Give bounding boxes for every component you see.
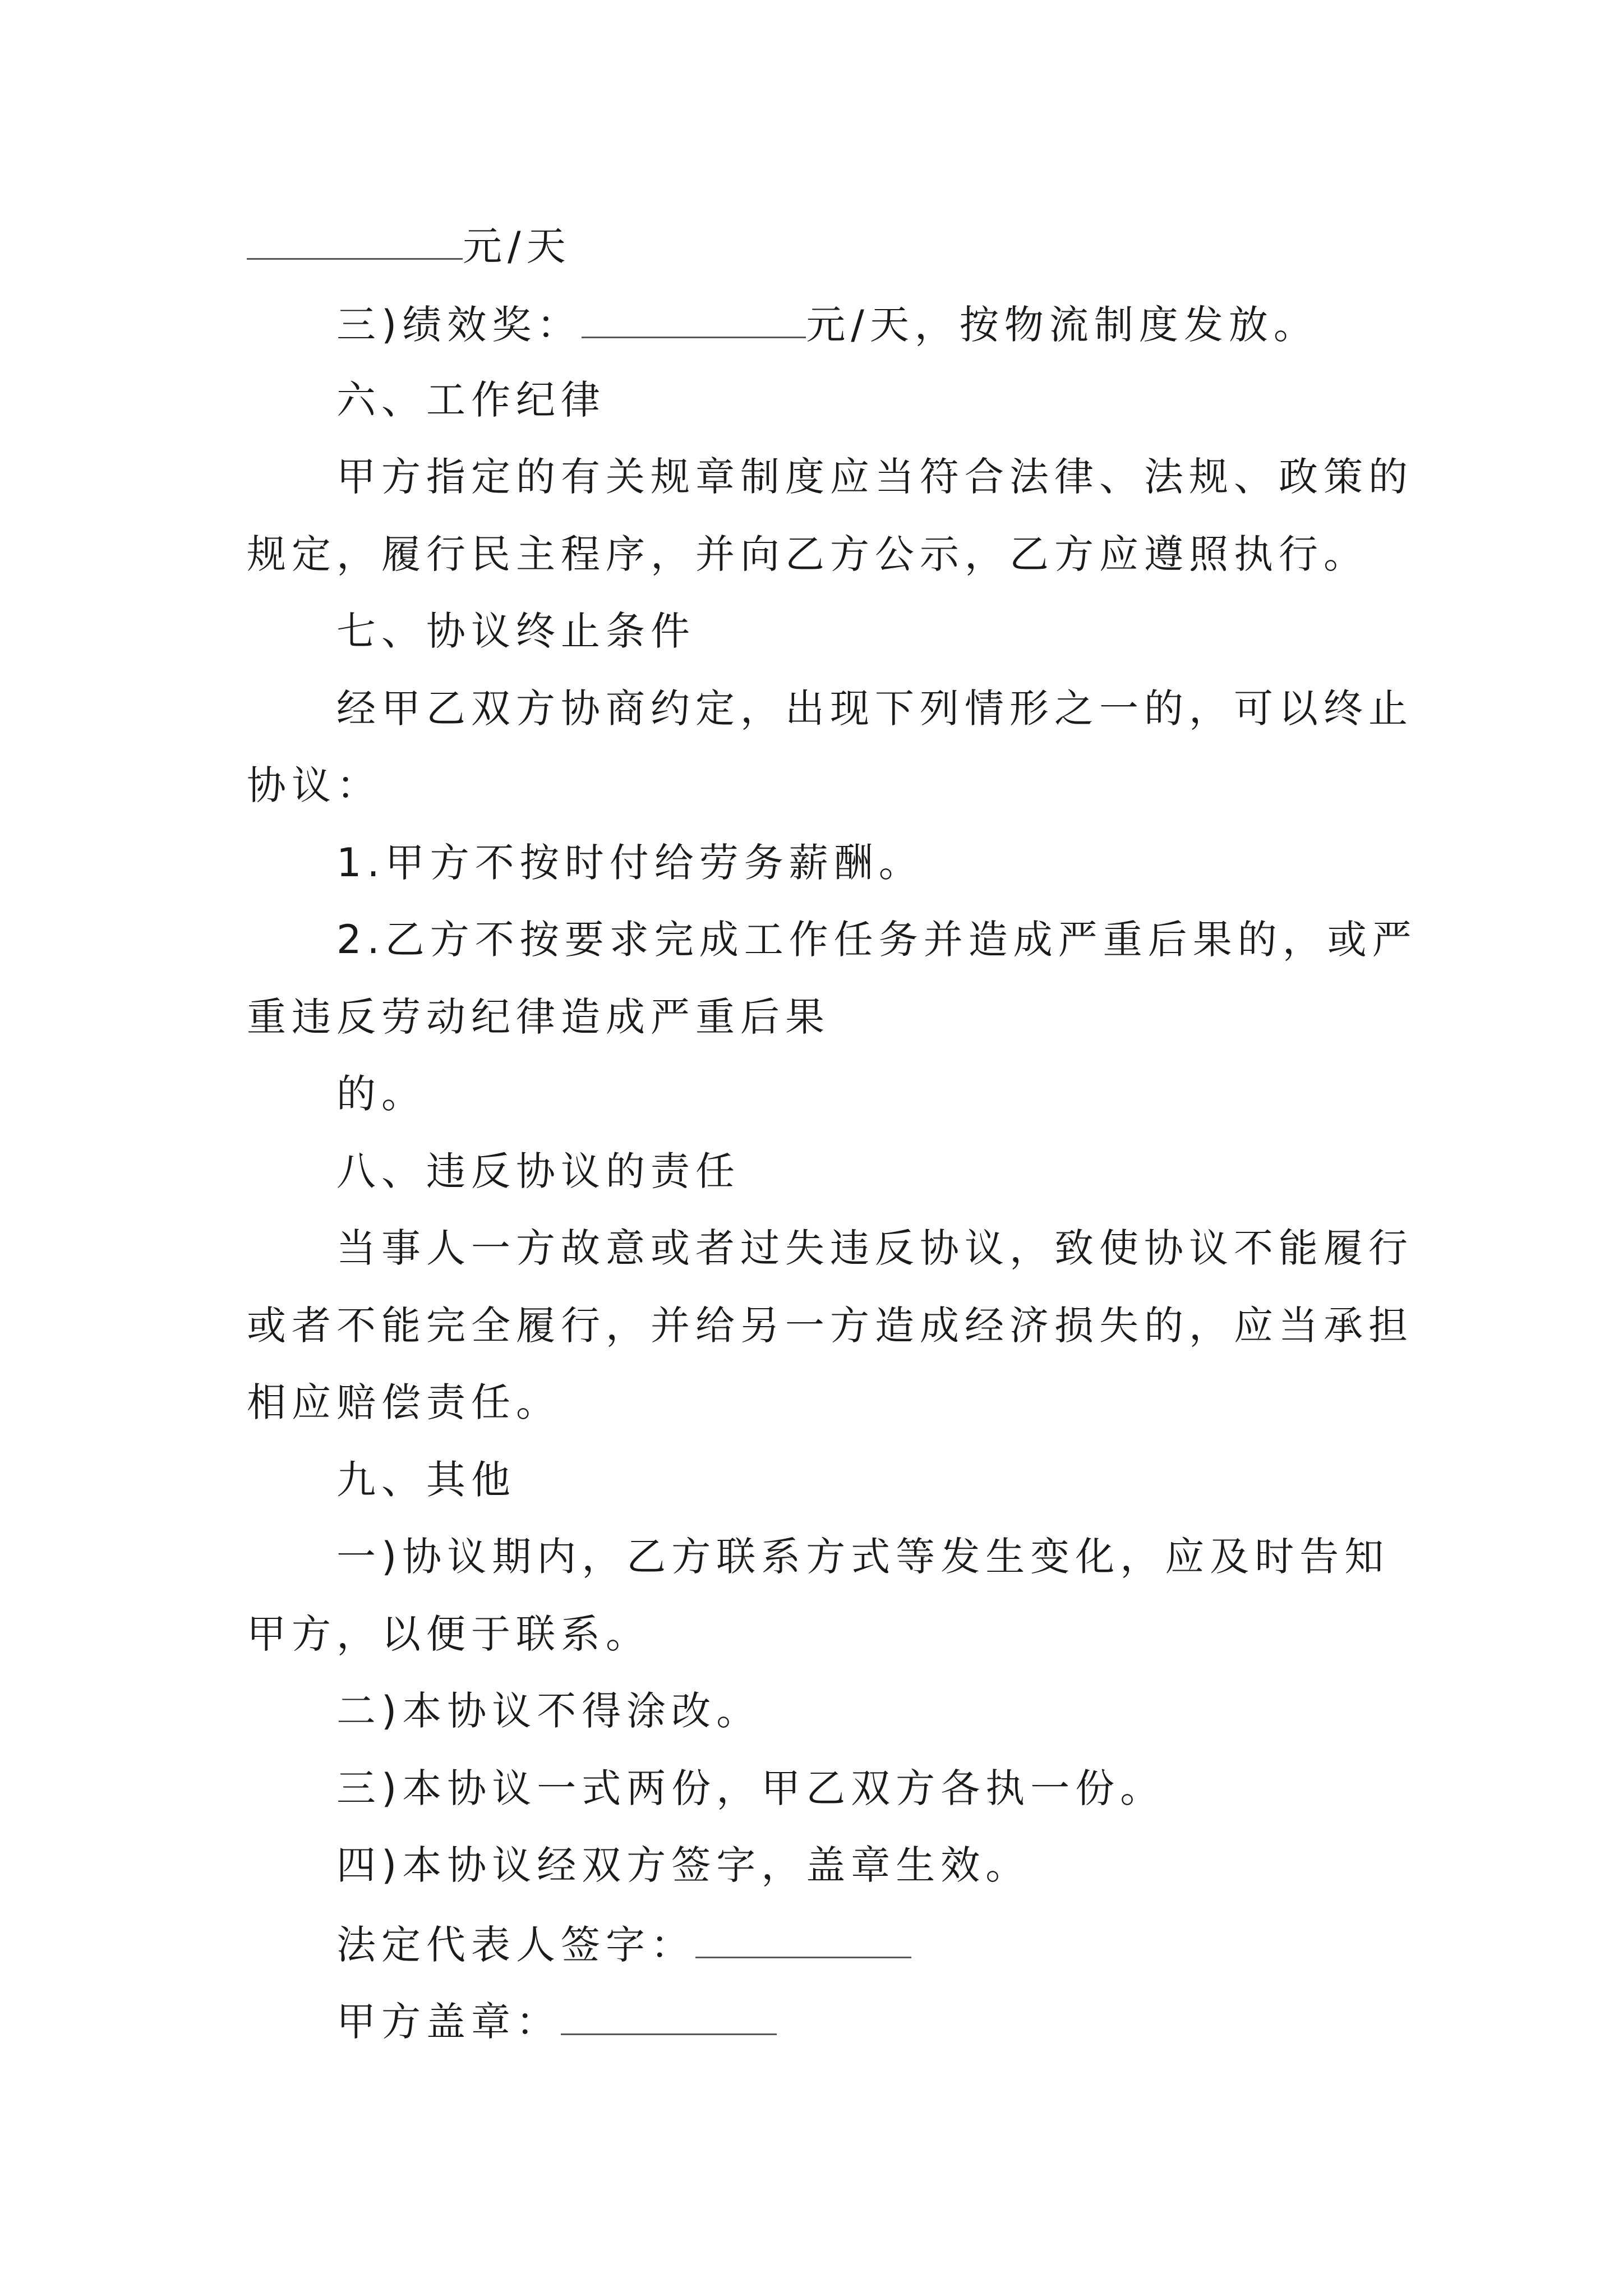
list-item: 2.乙方不按要求完成工作任务并造成严重后果的，或严	[336, 917, 1417, 963]
party-a-seal-line	[336, 1999, 777, 2045]
paragraph-line: 当事人一方故意或者过失违反协议，致使协议不能履行	[336, 1225, 1413, 1271]
rate-unit: 元/天	[463, 223, 571, 269]
bonus-unit: 元/天，按物流制度发放。	[806, 302, 1318, 348]
paragraph-line: 或者不能完全履行，并给另一方造成经济损失的，应当承担	[247, 1303, 1413, 1349]
section-heading-6: 六、工作纪律	[336, 377, 606, 423]
list-item: 1.甲方不按时付给劳务薪酬。	[336, 840, 924, 886]
performance-bonus-line	[336, 302, 1318, 348]
section-heading-8: 八、违反协议的责任	[336, 1148, 740, 1194]
paragraph-line: 经甲乙双方协商约定，出现下列情形之一的，可以终止	[336, 685, 1413, 731]
section-heading-9: 九、其他	[336, 1457, 516, 1503]
paragraph-line: 规定，履行民主程序，并向乙方公示，乙方应遵照执行。	[247, 531, 1368, 577]
section-heading-7: 七、协议终止条件	[336, 608, 695, 654]
paragraph-line: 三)本协议一式两份，甲乙双方各执一份。	[336, 1765, 1165, 1811]
paragraph-line: 甲方，以便于联系。	[247, 1611, 651, 1657]
paragraph-line: 协议：	[247, 762, 381, 808]
paragraph-line: 的。	[336, 1071, 426, 1117]
rate-line-1	[247, 223, 571, 269]
paragraph-line: 二)本协议不得涂改。	[336, 1688, 762, 1734]
paragraph-line: 一)协议期内，乙方联系方式等发生变化，应及时告知	[336, 1534, 1390, 1580]
blank-underline	[582, 303, 806, 338]
paragraph-line: 重违反劳动纪律造成严重后果	[247, 994, 830, 1040]
seal-blank	[561, 2000, 777, 2035]
blank-underline	[247, 224, 463, 260]
bonus-label: 三)绩效奖：	[336, 302, 582, 348]
signature-label: 法定代表人签字：	[336, 1922, 695, 1968]
paragraph-line: 四)本协议经双方签字，盖章生效。	[336, 1842, 1031, 1888]
paragraph-line: 甲方指定的有关规章制度应当符合法律、法规、政策的	[336, 454, 1413, 500]
seal-label: 甲方盖章：	[336, 1999, 561, 2045]
signature-blank	[695, 1923, 911, 1958]
paragraph-line: 相应赔偿责任。	[247, 1379, 561, 1425]
legal-representative-signature-line	[336, 1922, 911, 1968]
